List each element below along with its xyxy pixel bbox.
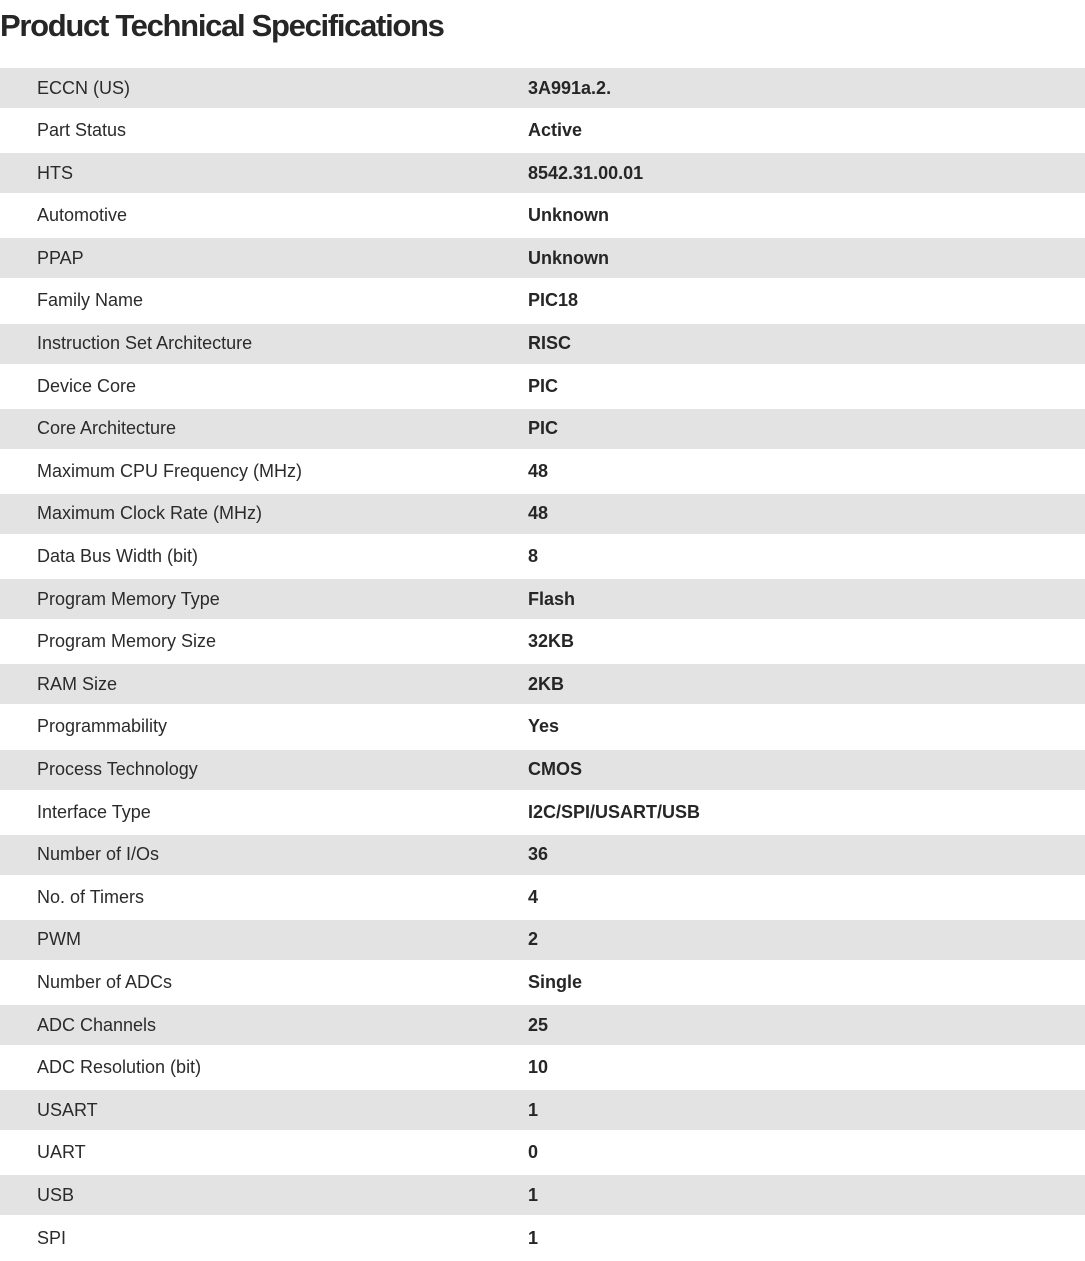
spec-row-part-status <box>0 111 1085 151</box>
spec-row-usb <box>0 1175 1085 1215</box>
spec-value: PIC <box>528 418 559 439</box>
spec-label: PPAP <box>37 247 84 268</box>
spec-row-programmability <box>0 707 1085 747</box>
spec-value: 32KB <box>528 631 575 652</box>
spec-row-number-of-adcs <box>0 962 1085 1002</box>
spec-label: USART <box>37 1099 98 1120</box>
page-title: Product Technical Specifications <box>0 8 444 43</box>
spec-label: Family Name <box>37 290 144 311</box>
spec-value: 48 <box>528 503 549 524</box>
spec-row-max-cpu-frequency <box>0 451 1085 491</box>
spec-label: HTS <box>37 162 73 183</box>
spec-row-ram-size <box>0 664 1085 704</box>
spec-label: ECCN (US) <box>37 77 130 98</box>
spec-value: Active <box>528 120 583 141</box>
spec-row-program-memory-size <box>0 622 1085 662</box>
spec-label: Instruction Set Architecture <box>37 333 253 354</box>
spec-row-family-name <box>0 281 1085 321</box>
spec-value: PIC <box>528 375 559 396</box>
spec-value: 3A991a.2. <box>528 77 612 98</box>
spec-label: Data Bus Width (bit) <box>37 546 199 567</box>
spec-value: 10 <box>528 1057 549 1078</box>
spec-value: 8 <box>528 546 539 567</box>
spec-row-process-technology <box>0 750 1085 790</box>
spec-label: Process Technology <box>37 759 198 779</box>
spec-value: 25 <box>528 1014 549 1035</box>
spec-label: ADC Channels <box>37 1014 157 1035</box>
spec-row-adc-resolution <box>0 1048 1085 1088</box>
spec-row-interface-type <box>0 792 1085 832</box>
spec-row-device-core <box>0 366 1085 406</box>
spec-row-adc-channels <box>0 1005 1085 1045</box>
spec-label: USB <box>37 1184 75 1205</box>
spec-row-spi <box>0 1218 1085 1258</box>
spec-value: 48 <box>528 460 549 481</box>
spec-row-timers <box>0 877 1085 917</box>
spec-row-uart <box>0 1133 1085 1173</box>
spec-table <box>0 68 1085 1261</box>
spec-row-hts <box>0 153 1085 193</box>
spec-value: 36 <box>528 844 549 865</box>
spec-value: 1 <box>528 1227 539 1248</box>
spec-value: Flash <box>528 588 576 609</box>
spec-value: 2 <box>528 929 539 950</box>
spec-label: Program Memory Size <box>37 631 217 652</box>
spec-row-number-of-ios <box>0 835 1085 875</box>
spec-value: 1 <box>528 1099 539 1120</box>
spec-value: RISC <box>528 333 572 354</box>
spec-value: 8542.31.00.01 <box>528 162 644 183</box>
spec-value: 1 <box>528 1184 539 1205</box>
spec-row-ppap <box>0 238 1085 278</box>
spec-label: Core Architecture <box>37 418 177 439</box>
spec-value: Yes <box>528 716 560 737</box>
spec-value: Single <box>528 971 583 992</box>
spec-value: Unknown <box>528 247 609 268</box>
spec-label: Interface Type <box>37 801 151 822</box>
spec-label: SPI <box>37 1227 67 1248</box>
spec-label: ADC Resolution (bit) <box>37 1057 202 1078</box>
spec-row-eccn <box>0 68 1085 108</box>
spec-label: Automotive <box>37 205 128 226</box>
spec-label: Device Core <box>37 375 137 396</box>
spec-label: PWM <box>37 929 81 950</box>
spec-label: Number of ADCs <box>37 971 173 992</box>
spec-row-data-bus-width <box>0 537 1085 577</box>
spec-label: Part Status <box>37 120 127 141</box>
spec-label: Maximum Clock Rate (MHz) <box>37 503 263 524</box>
spec-row-isa <box>0 324 1085 364</box>
spec-row-automotive <box>0 196 1085 236</box>
spec-label: Programmability <box>37 716 168 737</box>
spec-value: I2C/SPI/USART/USB <box>528 801 701 822</box>
spec-label: No. of Timers <box>37 886 145 907</box>
spec-row-pwm <box>0 920 1085 960</box>
spec-row-usart <box>0 1090 1085 1130</box>
spec-label: Maximum CPU Frequency (MHz) <box>37 460 303 481</box>
spec-row-core-architecture <box>0 409 1085 449</box>
spec-value: 2KB <box>528 673 565 694</box>
spec-value: 0 <box>528 1142 539 1163</box>
spec-value: 4 <box>528 886 539 907</box>
spec-label: Program Memory Type <box>37 588 220 609</box>
spec-label: UART <box>37 1142 86 1163</box>
spec-label: RAM Size <box>37 673 118 694</box>
spec-row-program-memory-type <box>0 579 1085 619</box>
spec-value: PIC18 <box>528 290 579 311</box>
spec-value: Unknown <box>528 205 609 226</box>
spec-row-max-clock-rate <box>0 494 1085 534</box>
spec-value: CMOS <box>528 759 582 779</box>
spec-label: Number of I/Os <box>37 844 160 865</box>
